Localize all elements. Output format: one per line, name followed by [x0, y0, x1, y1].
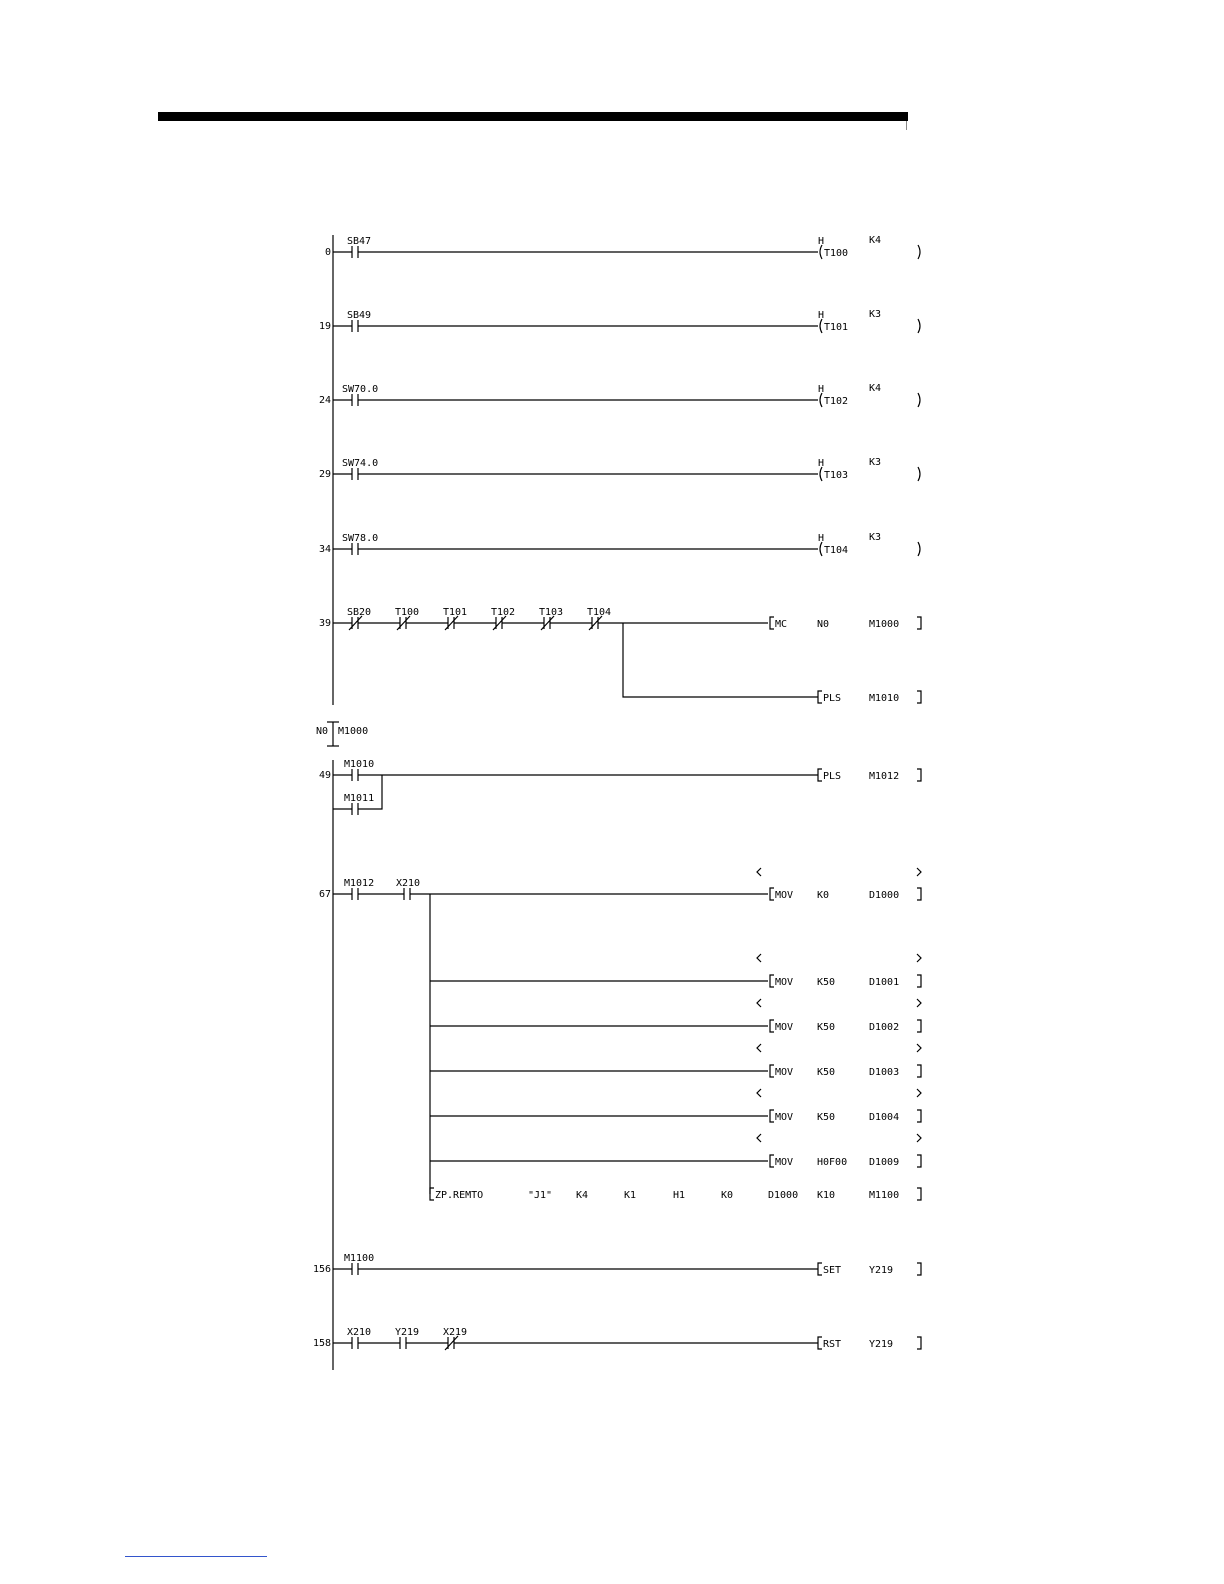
rung-0: [325, 235, 920, 259]
instruction-set: [818, 1263, 921, 1276]
step-number: 156: [312, 1264, 331, 1275]
instruction-arg: M1012: [869, 771, 900, 782]
contact-label: X219: [443, 1327, 468, 1338]
coil-setting: K4: [869, 235, 882, 246]
instruction-pls: [818, 769, 921, 782]
rung-49: [319, 759, 921, 815]
coil-prefix: H: [818, 310, 825, 321]
branch-wire: [623, 623, 818, 697]
contact-no: [352, 1337, 358, 1349]
instruction-mov: [770, 888, 921, 901]
mc-device: M1000: [338, 726, 369, 737]
coil-device: T104: [824, 545, 849, 556]
step-number: 158: [312, 1338, 331, 1349]
contact-label: T102: [491, 607, 516, 618]
instruction-arg: K50: [817, 977, 836, 988]
contact-no: [400, 1337, 406, 1349]
contact-no: [352, 320, 358, 332]
instruction-arg: Y219: [869, 1265, 894, 1276]
instruction-arg: D1000: [869, 890, 900, 901]
instruction-arg: M1100: [869, 1190, 900, 1201]
instruction-arg: D1003: [869, 1067, 900, 1078]
instruction-arg: N0: [817, 619, 830, 630]
coil-device: T102: [824, 396, 849, 407]
coil-prefix: H: [818, 533, 825, 544]
contact-label: T104: [587, 607, 612, 618]
comment-markers: [757, 868, 921, 1142]
instruction-arg: K50: [817, 1022, 836, 1033]
contact-no: [352, 1263, 358, 1275]
step-number: 39: [318, 618, 331, 629]
contact-no: [352, 769, 358, 781]
contact-label: SW78.0: [342, 533, 379, 544]
step-number: 24: [318, 395, 331, 406]
coil-prefix: H: [818, 236, 825, 247]
contact-label: X210: [396, 878, 421, 889]
instruction-arg: D1004: [869, 1112, 900, 1123]
coil-device: T103: [824, 470, 849, 481]
instruction-op: SET: [823, 1265, 842, 1276]
instruction-arg: H0F00: [817, 1157, 848, 1168]
instruction-mov: [770, 975, 921, 988]
instruction-op: MOV: [775, 977, 794, 988]
step-number: 29: [318, 469, 331, 480]
instruction-op: RST: [823, 1339, 842, 1350]
step-number: 19: [318, 321, 331, 332]
instruction-op: MOV: [775, 890, 794, 901]
branch-wire: [430, 894, 768, 1194]
instruction-arg: D1000: [768, 1190, 799, 1201]
contact-label: M1100: [344, 1253, 375, 1264]
coil-device: T101: [824, 322, 849, 333]
contact-no: [352, 803, 358, 815]
instruction-arg: K0: [817, 890, 830, 901]
instruction-arg: D1002: [869, 1022, 900, 1033]
instruction-op: MOV: [775, 1022, 794, 1033]
instruction-arg: K0: [721, 1190, 734, 1201]
contact-label: SB20: [347, 607, 372, 618]
contact-label: M1010: [344, 759, 375, 770]
instruction-op: PLS: [823, 771, 842, 782]
rung-19: [319, 309, 920, 333]
contact-label: SB47: [347, 236, 372, 247]
contact-label: SB49: [347, 310, 372, 321]
instruction-arg: M1010: [869, 693, 900, 704]
rung-156: [313, 1253, 921, 1276]
footer-link-underline: [125, 1556, 267, 1557]
instruction-op: ZP.REMTO: [435, 1190, 484, 1201]
coil-device: T100: [824, 248, 849, 259]
instruction-arg: K50: [817, 1112, 836, 1123]
instruction-op: MOV: [775, 1112, 794, 1123]
contact-no: [352, 246, 358, 258]
instruction-op: MC: [775, 619, 788, 630]
instruction-arg: K1: [624, 1190, 637, 1201]
rung-29: [319, 457, 920, 481]
rung-34: [319, 532, 920, 556]
rung-67: [319, 868, 921, 1201]
contact-no: [404, 888, 410, 900]
rung-158: [313, 1327, 921, 1350]
contact-label: M1011: [344, 793, 375, 804]
instruction-arg: K10: [817, 1190, 836, 1201]
instruction-arg: K4: [576, 1190, 589, 1201]
coil-setting: K3: [869, 309, 882, 320]
instruction-mov: [770, 1110, 921, 1123]
instruction-mov: [770, 1065, 921, 1078]
contact-label: T103: [539, 607, 564, 618]
instruction-op: PLS: [823, 693, 842, 704]
contact-label: SW70.0: [342, 384, 379, 395]
instruction-arg: D1001: [869, 977, 900, 988]
contact-no: [352, 543, 358, 555]
mc-nest: N0: [315, 726, 328, 737]
contact-no: [352, 468, 358, 480]
step-number: 67: [318, 889, 331, 900]
instruction-op: MOV: [775, 1067, 794, 1078]
contact-label: M1012: [344, 878, 375, 889]
instruction-zp-remto: [430, 1188, 921, 1201]
step-number: 49: [318, 770, 331, 781]
contact-no: [352, 888, 358, 900]
master-control-marker: [316, 722, 368, 746]
instruction-op: MOV: [775, 1157, 794, 1168]
contact-label: T100: [395, 607, 420, 618]
instruction-mov: [770, 1020, 921, 1033]
contact-no: [352, 394, 358, 406]
rung-39: [319, 607, 921, 704]
coil-setting: K3: [869, 457, 882, 468]
contact-label: T101: [443, 607, 468, 618]
instruction-pls: [818, 691, 921, 704]
instruction-arg: M1000: [869, 619, 900, 630]
instruction-arg: "J1": [528, 1190, 553, 1201]
contact-label: SW74.0: [342, 458, 379, 469]
instruction-mov: [770, 1155, 921, 1168]
coil-setting: K3: [869, 532, 882, 543]
instruction-arg: D1009: [869, 1157, 900, 1168]
contact-label: Y219: [395, 1327, 420, 1338]
instruction-mc: [770, 617, 921, 630]
coil-setting: K4: [869, 383, 882, 394]
instruction-rst: [818, 1337, 921, 1350]
step-number: 34: [318, 544, 331, 555]
step-number: 0: [324, 247, 331, 258]
instruction-arg: Y219: [869, 1339, 894, 1350]
rung-24: [319, 383, 920, 407]
coil-prefix: H: [818, 458, 825, 469]
instruction-arg: K50: [817, 1067, 836, 1078]
coil-prefix: H: [818, 384, 825, 395]
contact-label: X210: [347, 1327, 372, 1338]
instruction-arg: H1: [673, 1190, 686, 1201]
